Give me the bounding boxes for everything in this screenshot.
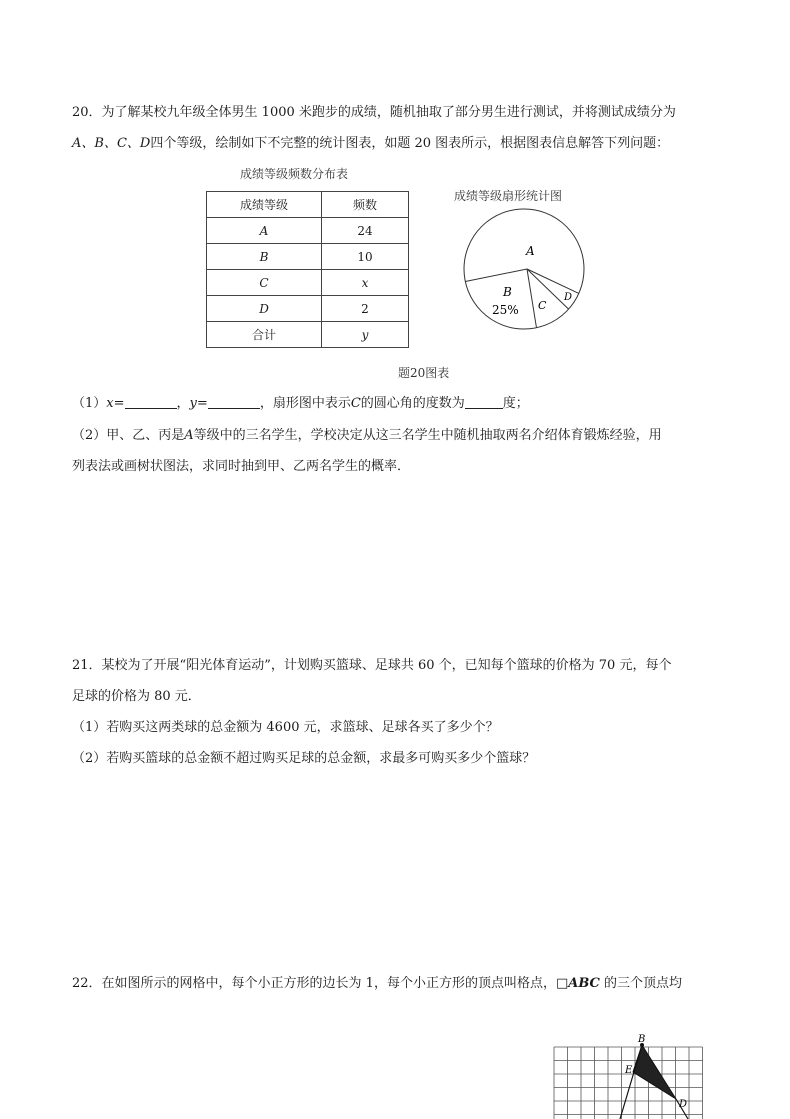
part2-prefix: （2）甲、乙、丙是: [72, 428, 185, 443]
table-cell-count: 24: [322, 218, 409, 244]
table-cell-grade: D: [207, 296, 322, 322]
eq-sign: =: [196, 396, 208, 411]
var-x: x: [106, 396, 114, 411]
part1-tail: 的圆心角的度数为: [360, 396, 465, 411]
part1-mid: ，扇形图中表示: [259, 396, 351, 411]
q21-line2: 足球的价格为 80 元．: [72, 689, 201, 704]
eq-sign: =: [113, 396, 125, 411]
label-b: B: [638, 1034, 646, 1045]
pie-title: 成绩等级扇形统计图: [454, 189, 563, 203]
q20-part2-line2: 列表法或画树状图法，求同时抽到甲、乙两名学生的概率．: [72, 459, 411, 474]
table-cell-grade: C: [207, 270, 322, 296]
table-cell-count: 2: [322, 296, 409, 322]
table-cell-count: y: [322, 322, 409, 348]
q22-prefix: 22．在如图所示的网格中，每个小正方形的边长为 1，每个小正方形的顶点叫格点，: [72, 976, 556, 991]
var-c: C: [350, 396, 361, 411]
q20-line1: 20．为了解某校九年级全体男生 1000 米跑步的成绩，随机抽取了部分男生进行测试，并将测试成绩分为: [72, 105, 676, 120]
pie-label-b-pct: 25%: [492, 303, 519, 317]
label-e: E: [625, 1065, 633, 1076]
q21-line1: 21．某校为了开展“阳光体育运动”，计划购买篮球、足球共 60 个，已知每个篮球的价格为 70 元，每个: [72, 658, 672, 673]
figure-caption: 题20图表: [398, 366, 450, 380]
part2-rest: 等级中的三名学生，学校决定从这三名学生中随机抽取两名介绍体育锻炼经验，用: [193, 428, 662, 443]
q22-suffix: 的三个顶点均: [599, 976, 683, 991]
table-cell-grade: B: [207, 244, 322, 270]
part1-label: （1）: [72, 396, 107, 411]
label-d: D: [679, 1099, 688, 1110]
pie-label-a: A: [526, 244, 535, 258]
table-cell-grade: 合计: [207, 322, 322, 348]
table-title: 成绩等级频数分布表: [240, 167, 349, 181]
var-y: y: [189, 396, 197, 411]
part1-unit: 度；: [502, 396, 529, 411]
table-cell-grade: A: [207, 218, 322, 244]
table-cell-count: x: [322, 270, 409, 296]
pie-label-c: C: [538, 299, 547, 312]
q20-grades: A、B、C、D: [72, 136, 151, 151]
triangle-abc: □ABC: [555, 976, 600, 991]
segment-left: [620, 1045, 642, 1119]
q20-line2-rest: 四个等级，绘制如下不完整的统计图表，如题 20 图表所示，根据图表信息解答下列问题：: [150, 136, 670, 151]
var-a: A: [184, 428, 194, 443]
pie-label-d: D: [564, 292, 573, 303]
table-header-grade: 成绩等级: [207, 192, 322, 218]
q21-part1: （1）若购买这两类球的总金额为 4600 元，求篮球、足球各买了多少个？: [72, 720, 499, 735]
table-header-count: 频数: [322, 192, 409, 218]
pie-label-b: B: [503, 285, 512, 299]
table-cell-count: 10: [322, 244, 409, 270]
q21-part2: （2）若购买篮球的总金额不超过购买足球的总金额，求最多可购买多少个篮球？: [72, 751, 536, 766]
comma: ，: [176, 396, 190, 411]
